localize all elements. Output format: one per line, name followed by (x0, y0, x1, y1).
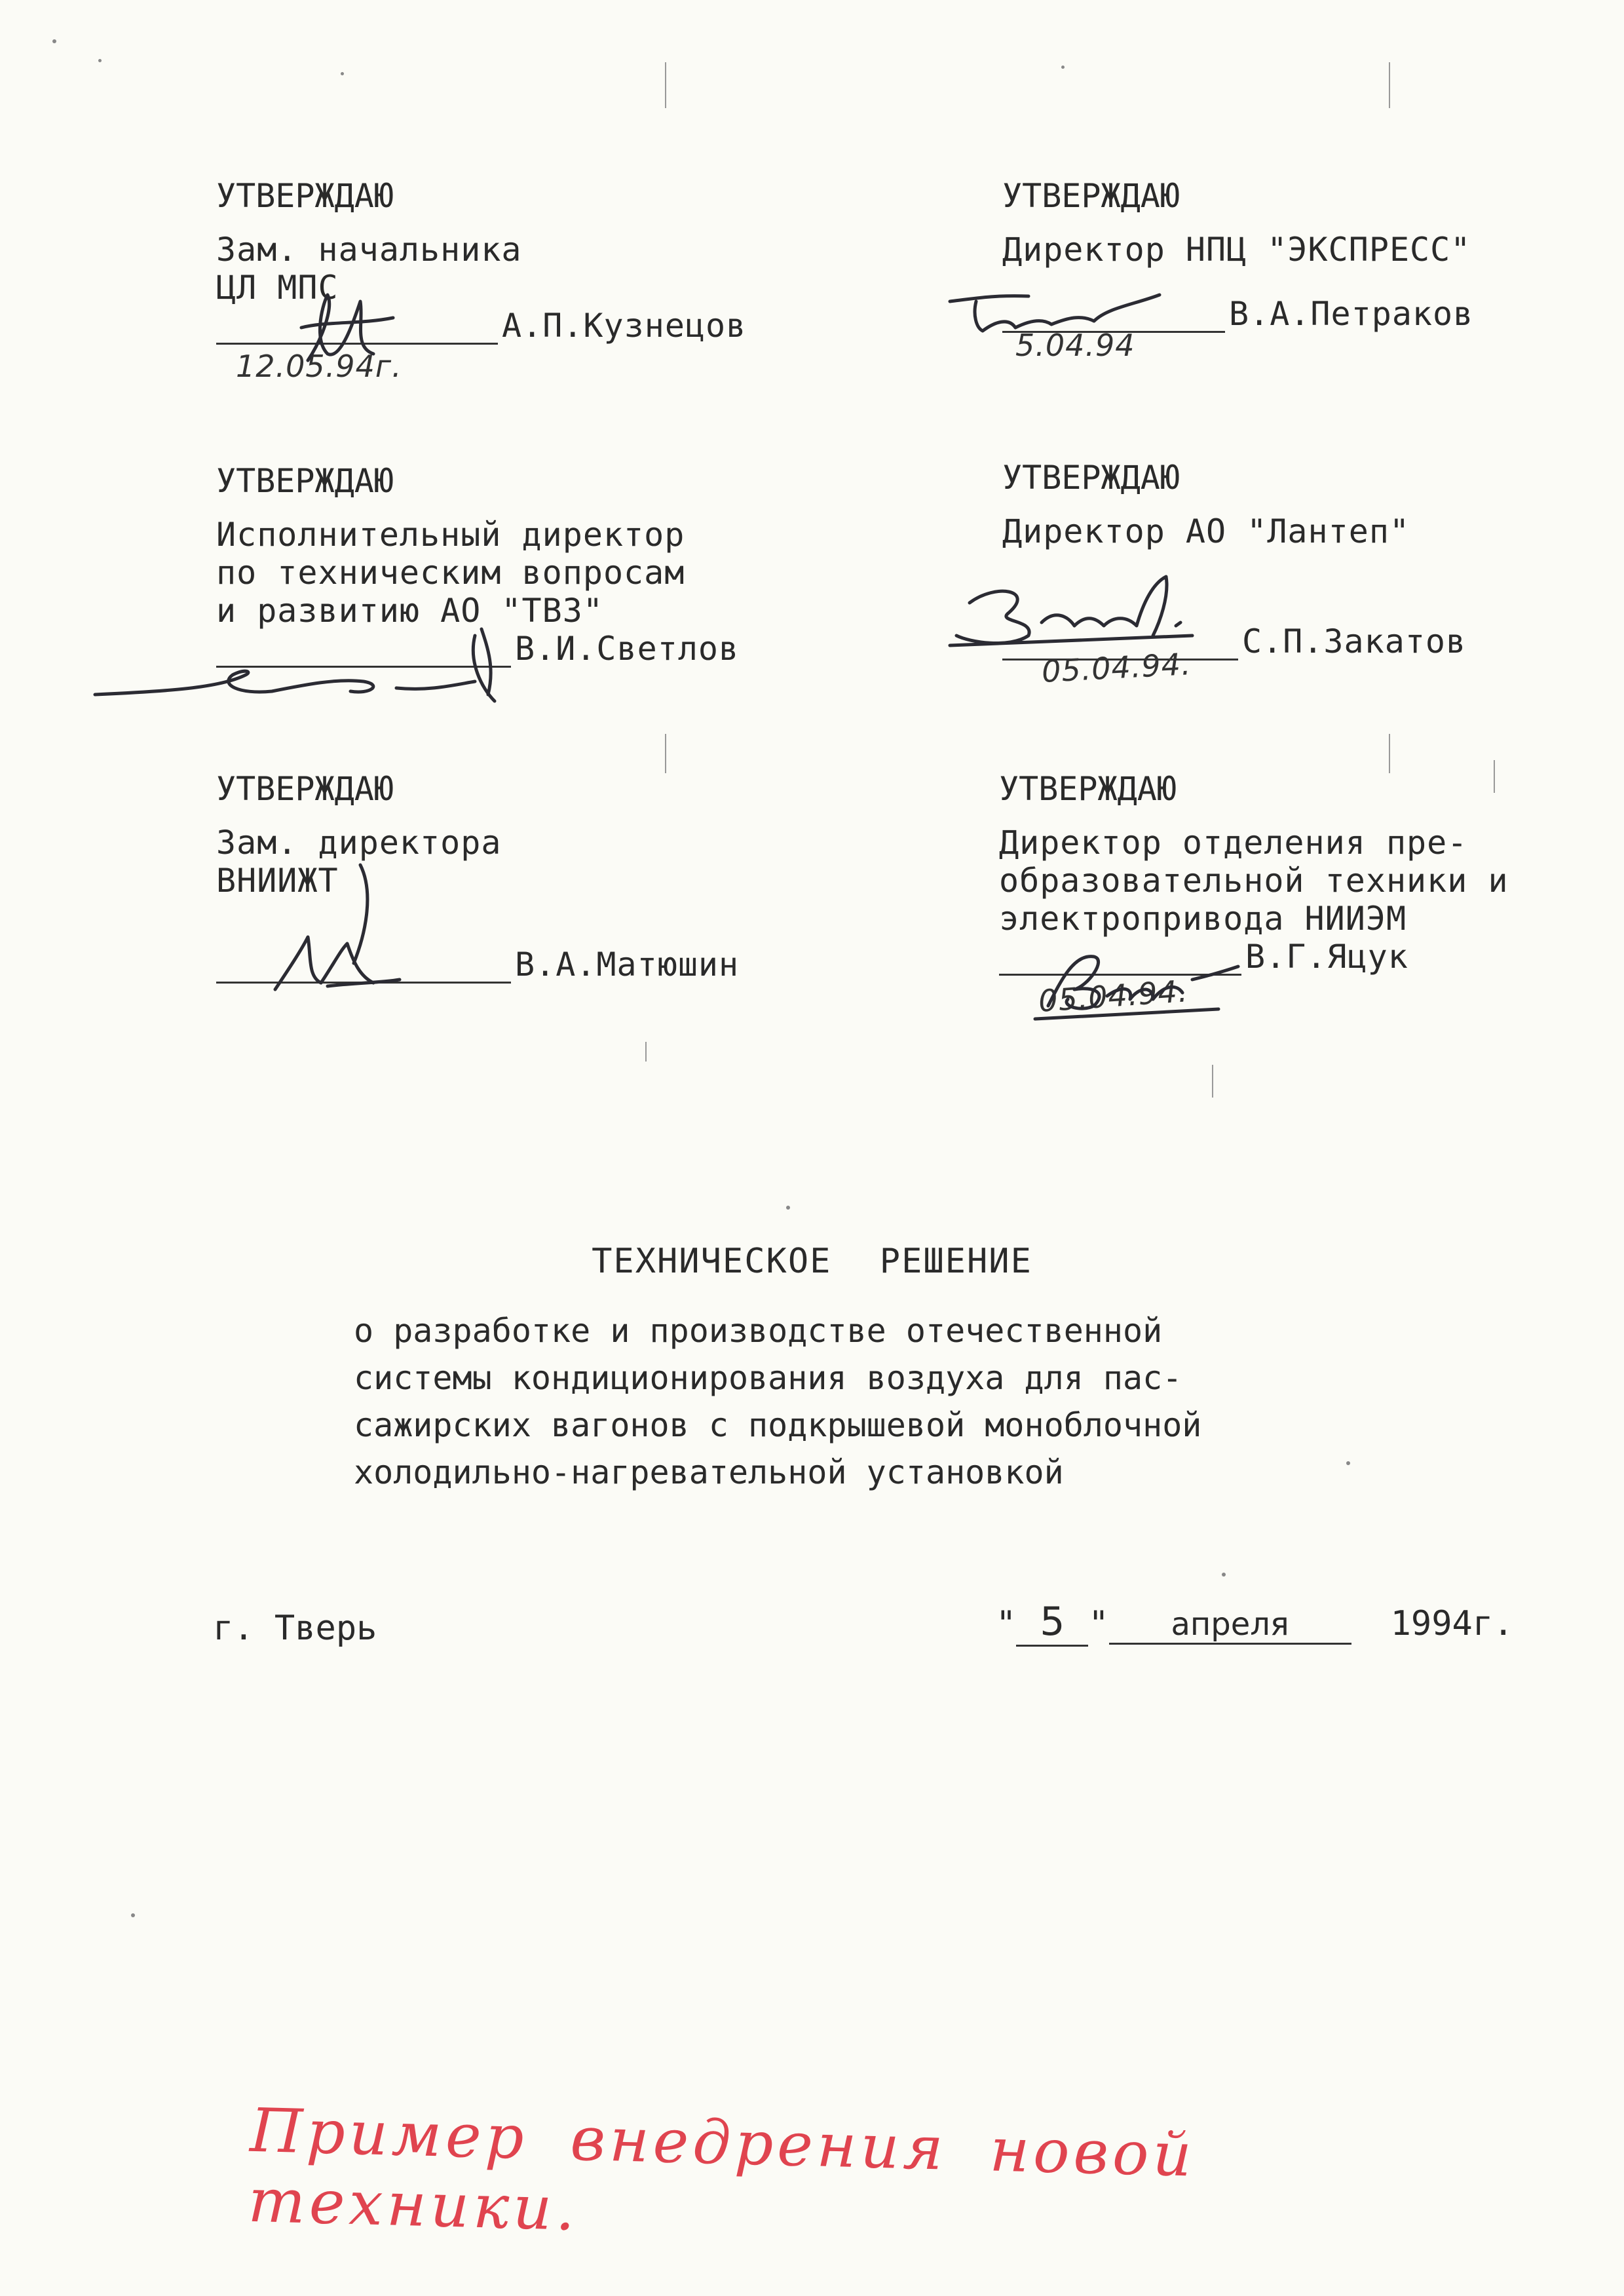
scan-speck (1222, 1573, 1226, 1577)
approval-heading: УТВЕРЖДАЮ (216, 462, 394, 500)
signature-svetlov (88, 609, 508, 714)
date-month: апреля (1109, 1606, 1351, 1645)
approval-heading: УТВЕРЖДАЮ (1002, 177, 1180, 215)
approval-position-line: по техническим вопросам (216, 554, 685, 592)
approval-position-line: ЦЛ МПС (216, 269, 339, 307)
scan-line (645, 1042, 647, 1062)
place-of-issue: г. Тверь (213, 1609, 377, 1648)
subject-line: сажирских вагонов с подкрышевой моноблочной (354, 1406, 1202, 1444)
scan-line (665, 62, 666, 108)
approval-heading: УТВЕРЖДАЮ (216, 770, 394, 808)
document-subject (354, 1307, 1271, 1496)
scan-speck (52, 39, 56, 43)
signature-petrakov (937, 282, 1199, 347)
approval-heading: УТВЕРЖДАЮ (999, 770, 1177, 808)
scan-line (1389, 62, 1390, 108)
scan-speck (98, 59, 102, 62)
signatory-name: В.А.Матюшин (515, 946, 740, 984)
scan-line (1212, 1065, 1213, 1098)
scan-line (665, 734, 666, 773)
handwritten-date: 05.04.94. (1040, 646, 1192, 689)
scan-line (1494, 760, 1495, 793)
approval-position-line: и развитию АО "ТВЗ" (216, 592, 603, 630)
handwritten-date: 05.04.94. (1037, 973, 1190, 1019)
handwritten-note: Пример внедрения новой техники. (247, 2095, 1197, 2244)
signatory-name: В.А.Петраков (1229, 295, 1474, 333)
approval-position-line: Директор НПЦ "ЭКСПРЕСС" (1002, 231, 1471, 269)
subject-line: системы кондиционирования воздуха для пас- (354, 1359, 1182, 1397)
date-open-quote: " (996, 1604, 1017, 1643)
scan-speck (341, 72, 344, 75)
approval-position-line: электропривода НИИЭМ (999, 900, 1407, 938)
subject-line: о разработке и производстве отечественной (354, 1312, 1163, 1350)
approval-position-line: Зам. директора (216, 824, 502, 862)
handwritten-date: 12.05.94г. (236, 349, 402, 384)
subject-line: холодильно-нагревательной установкой (354, 1453, 1064, 1491)
signature-zakatov (943, 564, 1232, 668)
signature-matyushin (262, 852, 406, 1009)
signatory-name: А.П.Кузнецов (502, 307, 747, 345)
signature-kuznetsov (282, 282, 413, 387)
document-title: ТЕХНИЧЕСКОЕ РЕШЕНИЕ (592, 1242, 1032, 1281)
signatory-name: С.П.Закатов (1242, 622, 1467, 660)
scan-speck (1061, 66, 1065, 69)
approval-position-line: образовательной техники и (999, 862, 1509, 900)
signatory-name: В.И.Светлов (515, 630, 740, 668)
approval-position-line: Зам. начальника (216, 231, 522, 269)
approval-position-line: ВНИИЖТ (216, 862, 339, 900)
approval-heading: УТВЕРЖДАЮ (216, 177, 394, 215)
approval-position-line: Директор отделения пре- (999, 824, 1468, 862)
approval-position-line: Директор АО "Лантеп" (1002, 512, 1410, 550)
approval-heading: УТВЕРЖДАЮ (1002, 459, 1180, 497)
date-day: 5 (1016, 1599, 1088, 1647)
date-year: 1994г. (1390, 1604, 1514, 1643)
date-close-quote: " (1088, 1604, 1109, 1643)
scan-speck (786, 1206, 790, 1210)
scan-line (1389, 734, 1390, 773)
approval-position-line: Исполнительный директор (216, 516, 685, 554)
handwritten-date: 5.04.94 (1015, 328, 1135, 363)
scan-speck (1346, 1461, 1350, 1465)
signature-yatsuk (1022, 940, 1258, 1025)
scan-speck (131, 1913, 135, 1917)
signatory-name: В.Г.Яцук (1245, 938, 1408, 976)
issue-date (996, 1599, 1513, 1647)
